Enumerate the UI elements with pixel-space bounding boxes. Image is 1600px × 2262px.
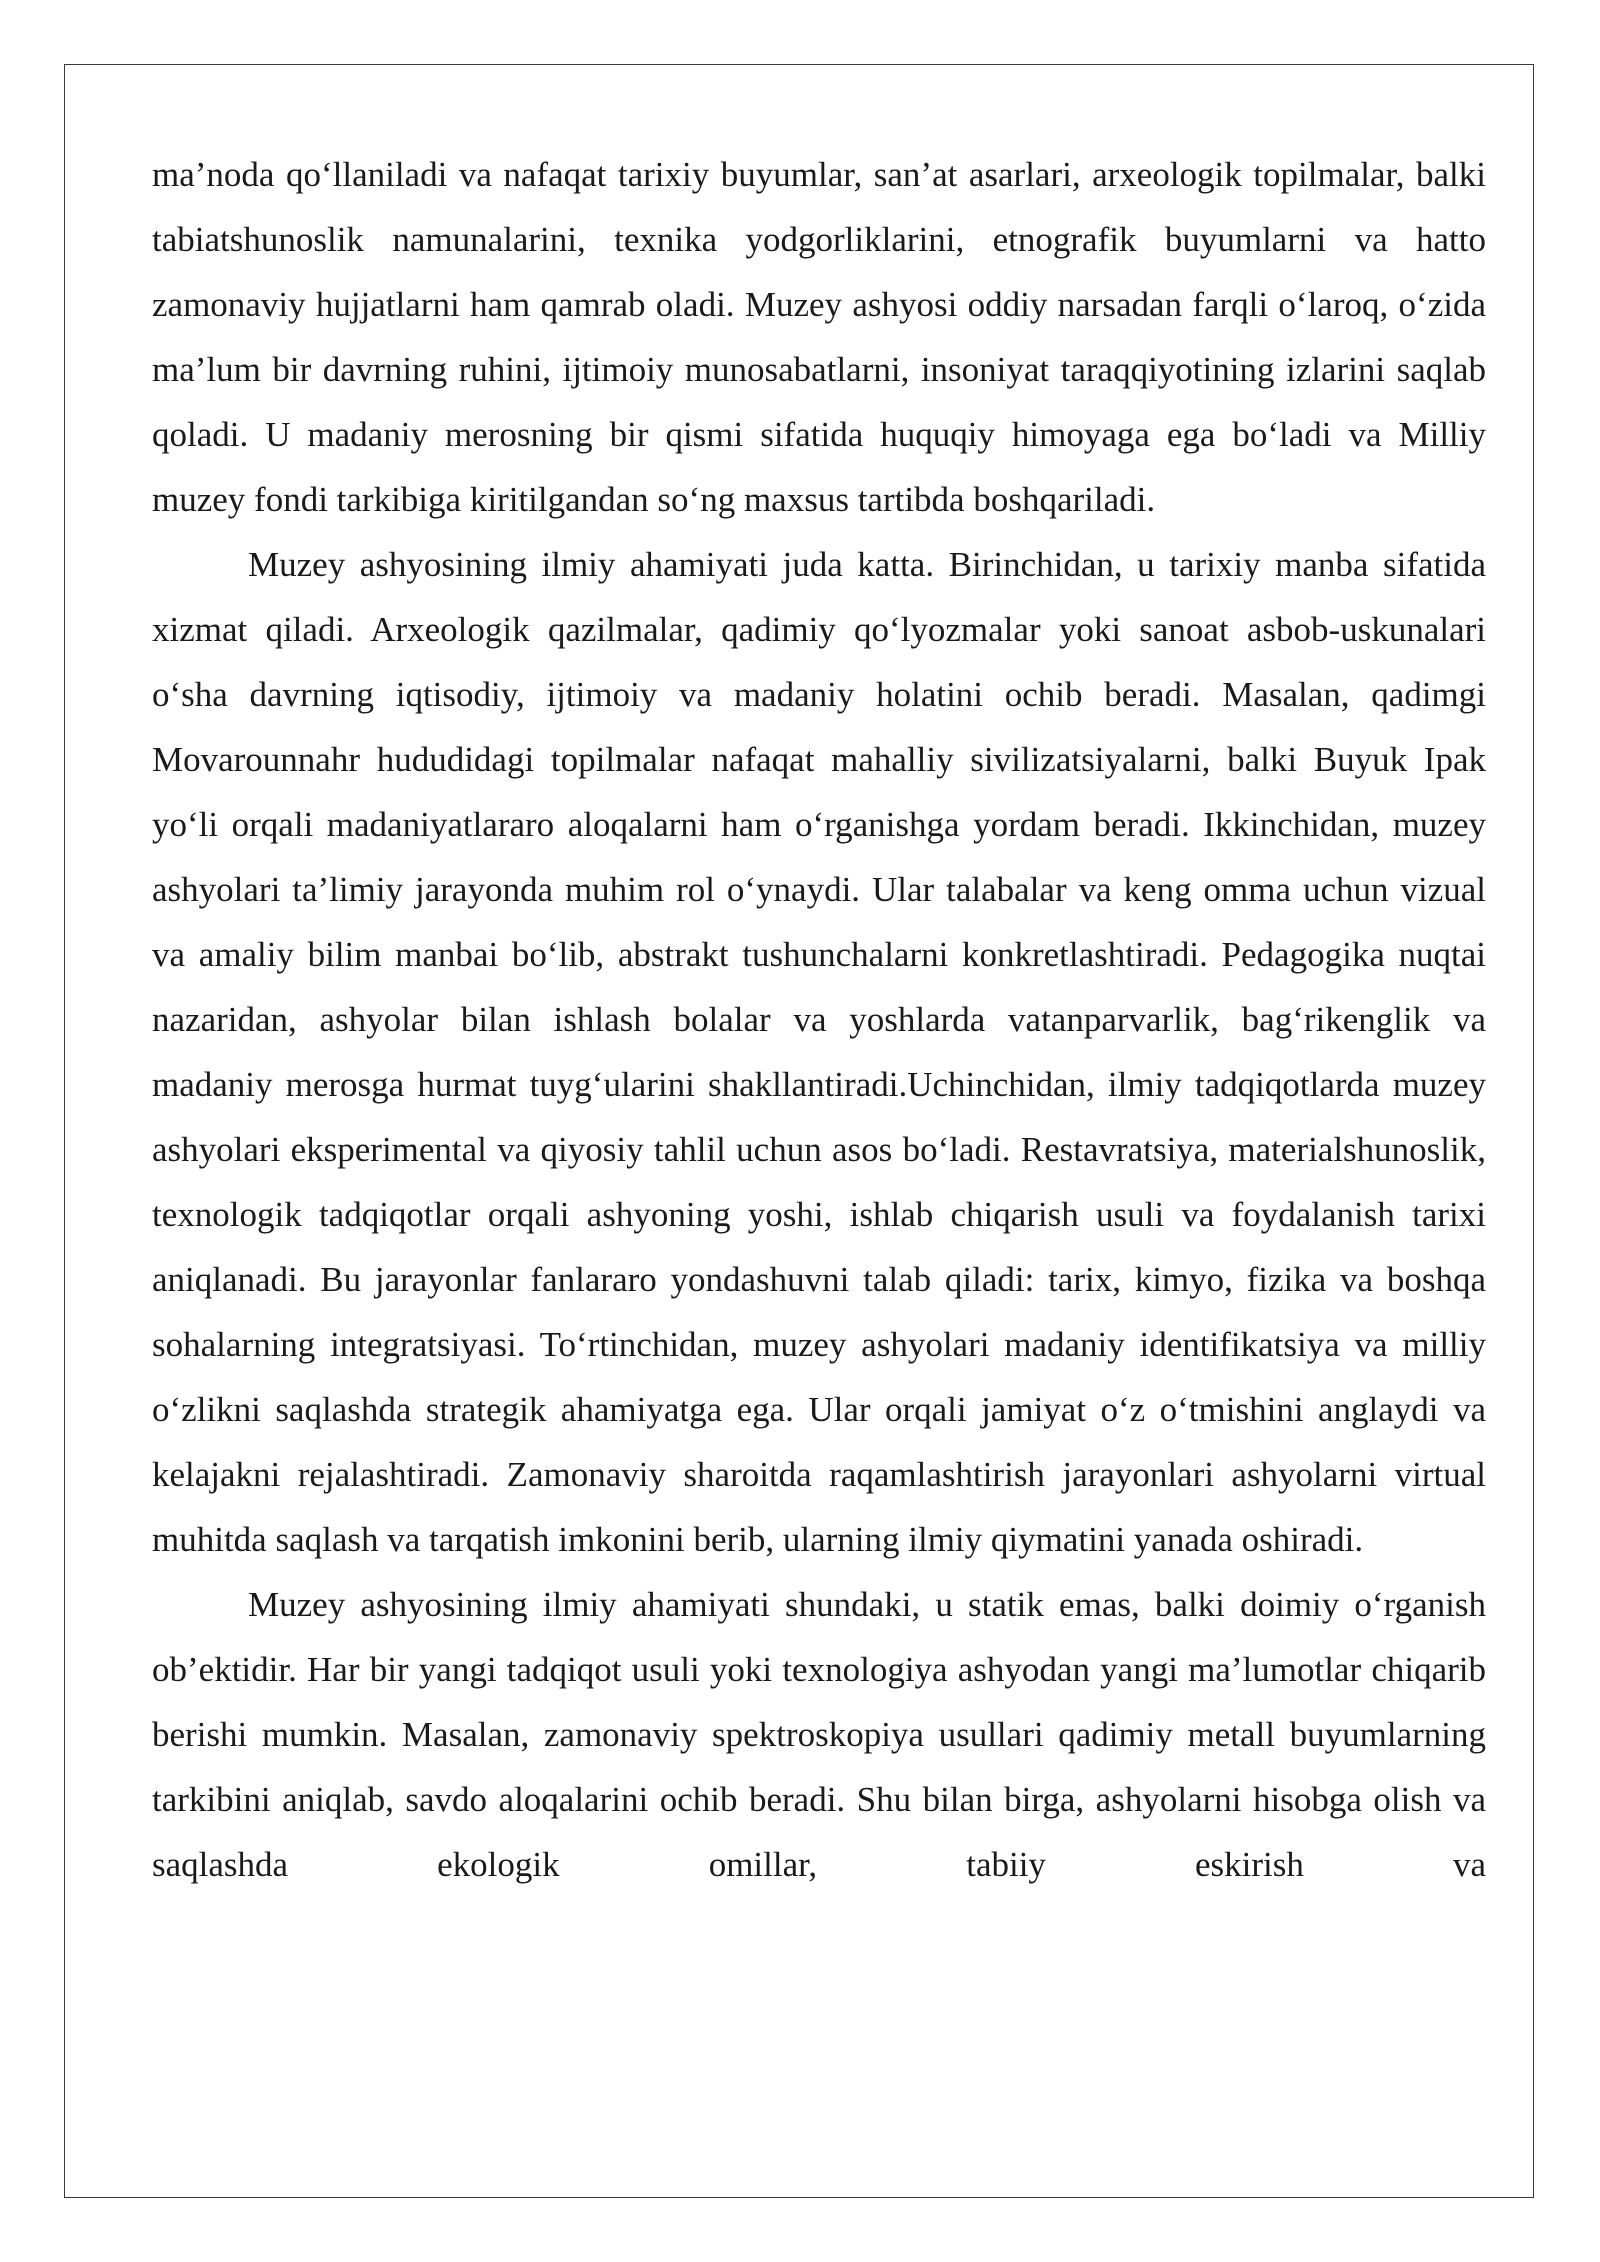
paragraph-continuation: ma’noda qo‘llaniladi va nafaqat tarixiy buyumlar, san’at asarlari, arxeologik topilmalar, balki tabiatshunoslik namunalarini, texnika yodgorliklarini, etnografik buyumlarni va hatto zamonaviy hujjatlarni ham qamrab oladi. Muzey ashyosi oddiy narsadan farqli o‘laroq, o‘zida ma’lum bir davrning ruhini, ijtimoiy munosabatlarni, insoniyat taraqqiyotining izlarini saqlab qoladi. U madaniy merosning bir qismi sifatida huquqiy himoyaga ega bo‘ladi va Milliy muzey fondi tarkibiga kiritilgandan so‘ng maxsus tartibda boshqariladi. — [152, 155, 1486, 519]
document-body — [152, 142, 1486, 1897]
paragraph-ongoing-study: Muzey ashyosining ilmiy ahamiyati shundaki, u statik emas, balki doimiy o‘rganish ob’ektidir. Har bir yangi tadqiqot usuli yoki texnologiya ashyodan yangi ma’lumotlar chiqarib berishi mumkin. Masalan, zamonaviy spektroskopiya usullari qadimiy metall buyumlarning tarkibini aniqlab, savdo aloqalarini ochib beradi. Shu bilan birga, ashyolarni hisobga olish va saqlashda ekologik omillar, tabiiy eskirish va — [152, 1585, 1486, 1884]
paragraph-scientific-significance: Muzey ashyosining ilmiy ahamiyati juda katta. Birinchidan, u tarixiy manba sifatida xizmat qiladi. Arxeologik qazilmalar, qadimiy qo‘lyozmalar yoki sanoat asbob-uskunalari o‘sha davrning iqtisodiy, ijtimoiy va madaniy holatini ochib beradi. Masalan, qadimgi Movarounnahr hududidagi topilmalar nafaqat mahalliy sivilizatsiyalarni, balki Buyuk Ipak yo‘li orqali madaniyatlararo aloqalarni ham o‘rganishga yordam beradi. Ikkinchidan, muzey ashyolari ta’limiy jarayonda muhim rol o‘ynaydi. Ular talabalar va keng omma uchun vizual va amaliy bilim manbai bo‘lib, abstrakt tushunchalarni konkretlashtiradi. Pedagogika nuqtai nazaridan, ashyolar bilan ishlash bolalar va yoshlarda vatanparvarlik, bag‘rikenglik va madaniy merosga hurmat tuyg‘ularini shakllantiradi.Uchinchidan, ilmiy tadqiqotlarda muzey ashyolari eksperimental va qiyosiy tahlil uchun asos bo‘ladi. Restavratsiya, materialshunoslik, texnologik tadqiqotlar orqali ashyoning yoshi, ishlab chiqarish usuli va foydalanish tarixi aniqlanadi. Bu jarayonlar fanlararo yondashuvni talab qiladi: tarix, kimyo, fizika va boshqa sohalarning integratsiyasi. To‘rtinchidan, muzey ashyolari madaniy identifikatsiya va milliy o‘zlikni saqlashda strategik ahamiyatga ega. Ular orqali jamiyat o‘z o‘tmishini anglaydi va kelajakni rejalashtiradi. Zamonaviy sharoitda raqamlashtirish jarayonlari ashyolarni virtual muhitda saqlash va tarqatish imkonini berib, ularning ilmiy qiymatini yanada oshiradi. — [152, 545, 1486, 1559]
